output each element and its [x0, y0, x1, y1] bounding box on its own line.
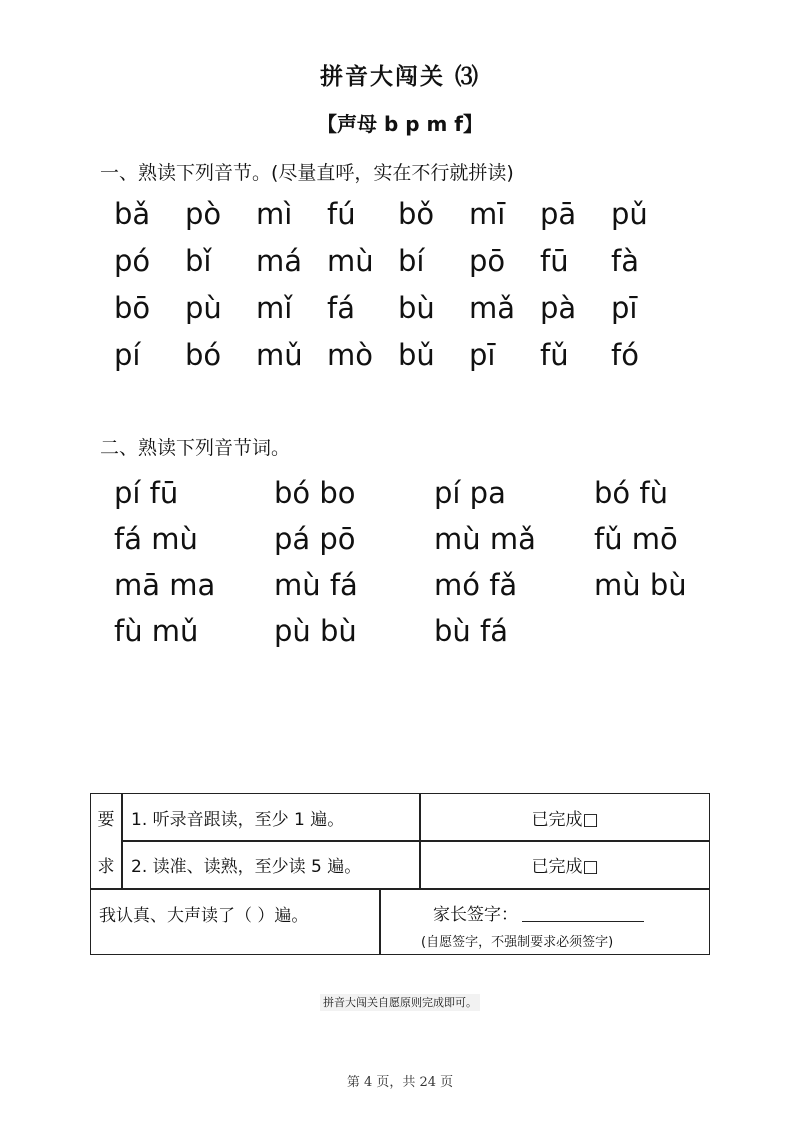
- syllable: fú: [327, 196, 356, 231]
- section2-heading: 二、熟读下列音节词。: [100, 437, 291, 459]
- syllable: bó: [185, 337, 222, 372]
- syllable: fǔ: [540, 337, 569, 372]
- table-divider: [379, 888, 381, 954]
- syllable: má: [256, 243, 303, 278]
- syllable-word: mù fá: [274, 568, 358, 602]
- syllable: mǔ: [256, 337, 303, 372]
- footer-note: [0, 994, 800, 1010]
- syllable: pī: [611, 290, 638, 325]
- syllable-word: mù bù: [594, 568, 687, 602]
- syllable-word: mù mǎ: [434, 522, 536, 556]
- syllable: pǔ: [611, 196, 648, 231]
- syllable: bǎ: [114, 196, 151, 231]
- syllable-word: pù bù: [274, 614, 357, 648]
- syllable-word: pí pa: [434, 476, 506, 510]
- requirements-label-bottom: 求: [97, 856, 115, 877]
- syllable: bǒ: [398, 196, 435, 231]
- syllable: pī: [469, 337, 496, 372]
- requirements-table: [90, 793, 710, 955]
- syllable: bù: [398, 290, 435, 325]
- syllable: fá: [327, 290, 355, 325]
- read-count-text[interactable]: 我认真、大声读了（ ）遍。: [99, 905, 309, 926]
- syllable: mù: [327, 243, 374, 278]
- syllable-word: mó fǎ: [434, 568, 518, 602]
- parent-signature-label: 家长签字：: [433, 904, 518, 925]
- syllable: pó: [114, 243, 151, 278]
- syllable-word: bó fù: [594, 476, 668, 510]
- syllable: mì: [256, 196, 293, 231]
- syllable-word: fǔ mō: [594, 522, 678, 556]
- syllable: pù: [185, 290, 222, 325]
- requirement-item-1-status[interactable]: 已完成□: [531, 809, 599, 830]
- syllable: bǔ: [398, 337, 435, 372]
- page-subtitle: 【声母 b p m f】: [316, 112, 484, 136]
- requirement-item-2-status[interactable]: 已完成□: [531, 856, 599, 877]
- syllable: fū: [540, 243, 569, 278]
- syllable: pō: [469, 243, 506, 278]
- footer-note-text: 拼音大闯关自愿原则完成即可。: [320, 994, 480, 1011]
- syllable: pā: [540, 196, 577, 231]
- syllable: mǐ: [256, 290, 293, 325]
- syllable: pò: [185, 196, 222, 231]
- syllable-word: bó bo: [274, 476, 356, 510]
- syllable: bí: [398, 243, 425, 278]
- page-number: 第 4 页，共 24 页: [346, 1075, 454, 1090]
- syllable: mī: [469, 196, 506, 231]
- syllable: mò: [327, 337, 373, 372]
- syllable: pí: [114, 337, 141, 372]
- syllable-word: pá pō: [274, 522, 356, 556]
- page-title: 拼音大闯关 ⑶: [319, 64, 480, 90]
- parent-signature[interactable]: [433, 894, 703, 930]
- syllable: pà: [540, 290, 577, 325]
- syllable: bō: [114, 290, 151, 325]
- syllable: fó: [611, 337, 639, 372]
- syllable: mǎ: [469, 290, 516, 325]
- syllable-grid: [114, 190, 682, 378]
- syllable-word: pí fū: [114, 476, 179, 510]
- signature-note: (自愿签字，不强制要求必须签字): [421, 935, 614, 950]
- syllable: fà: [611, 243, 639, 278]
- requirement-item-1: 1. 听录音跟读，至少 1 遍。: [131, 809, 345, 830]
- word-grid: [114, 470, 754, 654]
- syllable-word: fù mǔ: [114, 614, 199, 648]
- requirement-item-2: 2. 读准、读熟，至少读 5 遍。: [131, 856, 362, 877]
- syllable-word: bù fá: [434, 614, 508, 648]
- syllable-word: mā ma: [114, 568, 216, 602]
- section1-heading: 一、熟读下列音节。(尽量直呼，实在不行就拼读): [100, 162, 514, 184]
- syllable: bǐ: [185, 243, 212, 278]
- signature-line[interactable]: [522, 903, 644, 922]
- requirements-label-top: 要: [97, 809, 115, 830]
- syllable-word: fá mù: [114, 522, 198, 556]
